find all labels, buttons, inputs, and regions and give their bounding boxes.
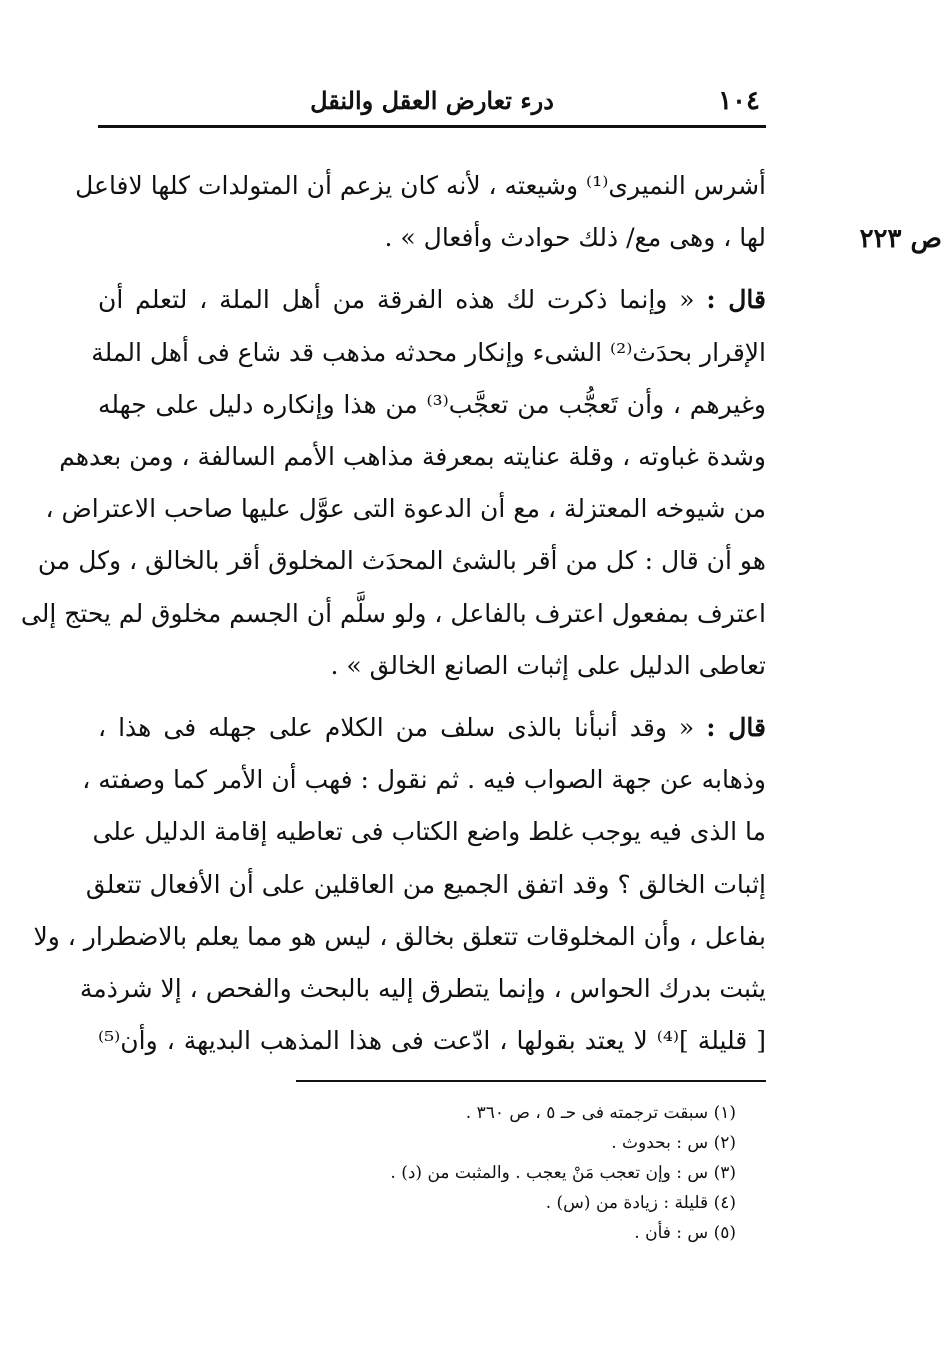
paragraph-1 (75, 160, 766, 264)
text-line: الإقرار بحدَث⁽²⁾ الشىء وإنكار محدثه مذهب قد شاع فى أهل الملة (91, 337, 766, 367)
text-line: وغيرهم ، وأن تَعجُّب من تعجَّب⁽³⁾ من هذا وإنكاره دليل على جهله (98, 389, 767, 419)
paragraph-3 (33, 702, 767, 1067)
footnote-4: (٤) قليلة : زيادة من (س) . (545, 1193, 736, 1213)
running-head (98, 82, 766, 122)
text-line: من شيوخه المعتزلة ، مع أن الدعوة التى عوَّل عليها صاحب الاعتراض ، (45, 494, 766, 524)
footnote-2: (٢) س : بحدوث . (611, 1133, 736, 1153)
text-line: أشرس النميرى⁽¹⁾ وشيعته ، لأنه كان يزعم أن المتولدات كلها لافاعل (75, 171, 766, 200)
text-line: يثبت بدرك الحواس ، وإنما يتطرق إليه بالبحث والفحص ، إلا شرذمة (79, 974, 766, 1004)
page-number: ١٠٤ (718, 86, 760, 116)
margin-page-reference: ص ٢٢٣ (859, 224, 942, 254)
header-rule (98, 125, 766, 128)
speaker-label: قال : (706, 285, 767, 315)
book-title: درء تعارض العقل والنقل (310, 86, 554, 115)
speaker-label: قال : (706, 713, 766, 743)
paragraph-2 (20, 274, 767, 692)
footnote-5: (٥) س : فأن . (634, 1223, 736, 1243)
text-line: إثبات الخالق ؟ وقد اتفق الجميع من العاقلين على أن الأفعال تتعلق (85, 869, 766, 899)
footnote-rule (296, 1080, 766, 1082)
text-line: لها ، وهى مع/ ذلك حوادث وأفعال » . (384, 223, 766, 253)
text-line: [ قليلة ]⁽⁴⁾ لا يعتد بقولها ، ادّعت فى هذا المذهب البديهة ، وأن⁽⁵⁾ (98, 1026, 767, 1056)
text-line (98, 702, 766, 754)
footnote-1: (١) سبقت ترجمته فى حـ ٥ ، ص ٣٦٠ . (465, 1103, 736, 1123)
text-line: اعترف بمفعول اعترف بالفاعل ، ولو سلَّم أن الجسم مخلوق لم يحتج إلى (20, 598, 766, 628)
main-text (20, 160, 767, 1067)
text-line: ما الذى فيه يوجب غلط واضع الكتاب فى تعاطيه إقامة الدليل على (92, 817, 766, 847)
text-line: تعاطى الدليل على إثبات الصانع الخالق » . (330, 650, 766, 680)
line-text: « وقد أنبأنا بالذى سلف من الكلام على جهله فى هذا ، (98, 713, 695, 743)
text-line (98, 274, 766, 326)
text-line: وشدة غباوته ، وقلة عنايته بمعرفة مذاهب الأمم السالفة ، ومن بعدهم (59, 442, 766, 472)
footnotes (296, 1098, 736, 1248)
text-line: وذهابه عن جهة الصواب فيه . ثم نقول : فهب أن الأمر كما وصفته ، (82, 765, 766, 795)
text-line: هو أن قال : كل من أقر بالشئ المحدَث المخلوق أقر بالخالق ، وكل من (37, 546, 766, 576)
footnote-3: (٣) س : وإن تعجب مَنْ يعجب . والمثبت من (د) . (390, 1163, 736, 1183)
text-line: بفاعل ، وأن المخلوقات تتعلق بخالق ، ليس هو مما يعلم بالاضطرار ، ولا (33, 921, 766, 951)
line-text: « وإنما ذكرت لك هذه الفرقة من أهل الملة ، لتعلم أن (98, 285, 695, 315)
